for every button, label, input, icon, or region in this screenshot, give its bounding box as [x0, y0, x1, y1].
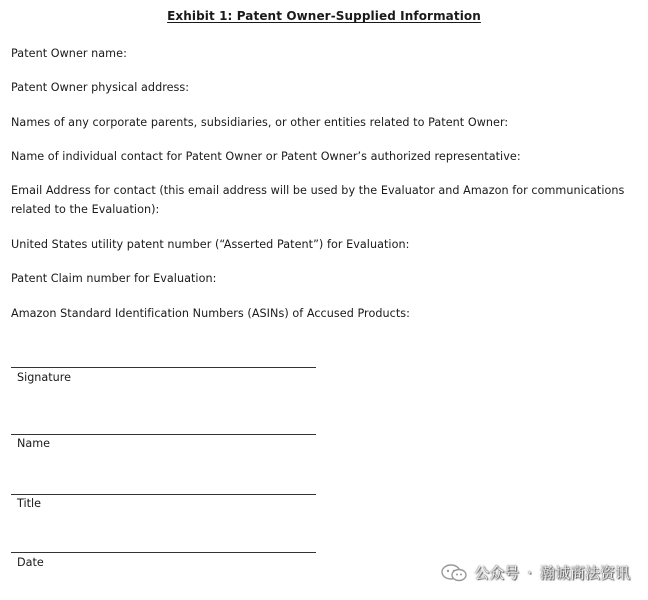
field-patent-number: United States utility patent number (“Asserted Patent”) for Evaluation:: [11, 238, 410, 251]
signature-line: [11, 367, 316, 368]
name-line: [11, 434, 316, 435]
watermark-account: 瀚诚商法资讯: [539, 564, 630, 582]
field-email-address: Email Address for contact (this email address will be used by the Evaluator and Amazon for communications related to the Evaluation):: [11, 184, 625, 216]
title-label: Title: [17, 497, 41, 510]
watermark-prefix: 公众号: [474, 564, 520, 582]
title-line: [11, 494, 316, 495]
field-patent-owner-name: Patent Owner name:: [11, 47, 127, 60]
watermark-separator: ·: [527, 563, 532, 582]
title-text: Exhibit 1: Patent Owner-Supplied Information: [167, 9, 481, 23]
signature-label: Signature: [17, 371, 71, 384]
wechat-icon: [440, 563, 468, 583]
watermark: [440, 562, 630, 583]
date-line: [11, 552, 316, 553]
field-claim-number: Patent Claim number for Evaluation:: [11, 272, 217, 285]
field-physical-address: Patent Owner physical address:: [11, 81, 190, 94]
field-contact-name: Name of individual contact for Patent Owner or Patent Owner’s authorized representative:: [11, 150, 521, 163]
date-label: Date: [17, 556, 44, 569]
field-asins: Amazon Standard Identification Numbers (ASINs) of Accused Products:: [11, 307, 410, 320]
field-related-entities: Names of any corporate parents, subsidiaries, or other entities related to Patent Owner:: [11, 116, 509, 129]
name-label: Name: [17, 437, 51, 450]
page-title: [0, 9, 648, 23]
